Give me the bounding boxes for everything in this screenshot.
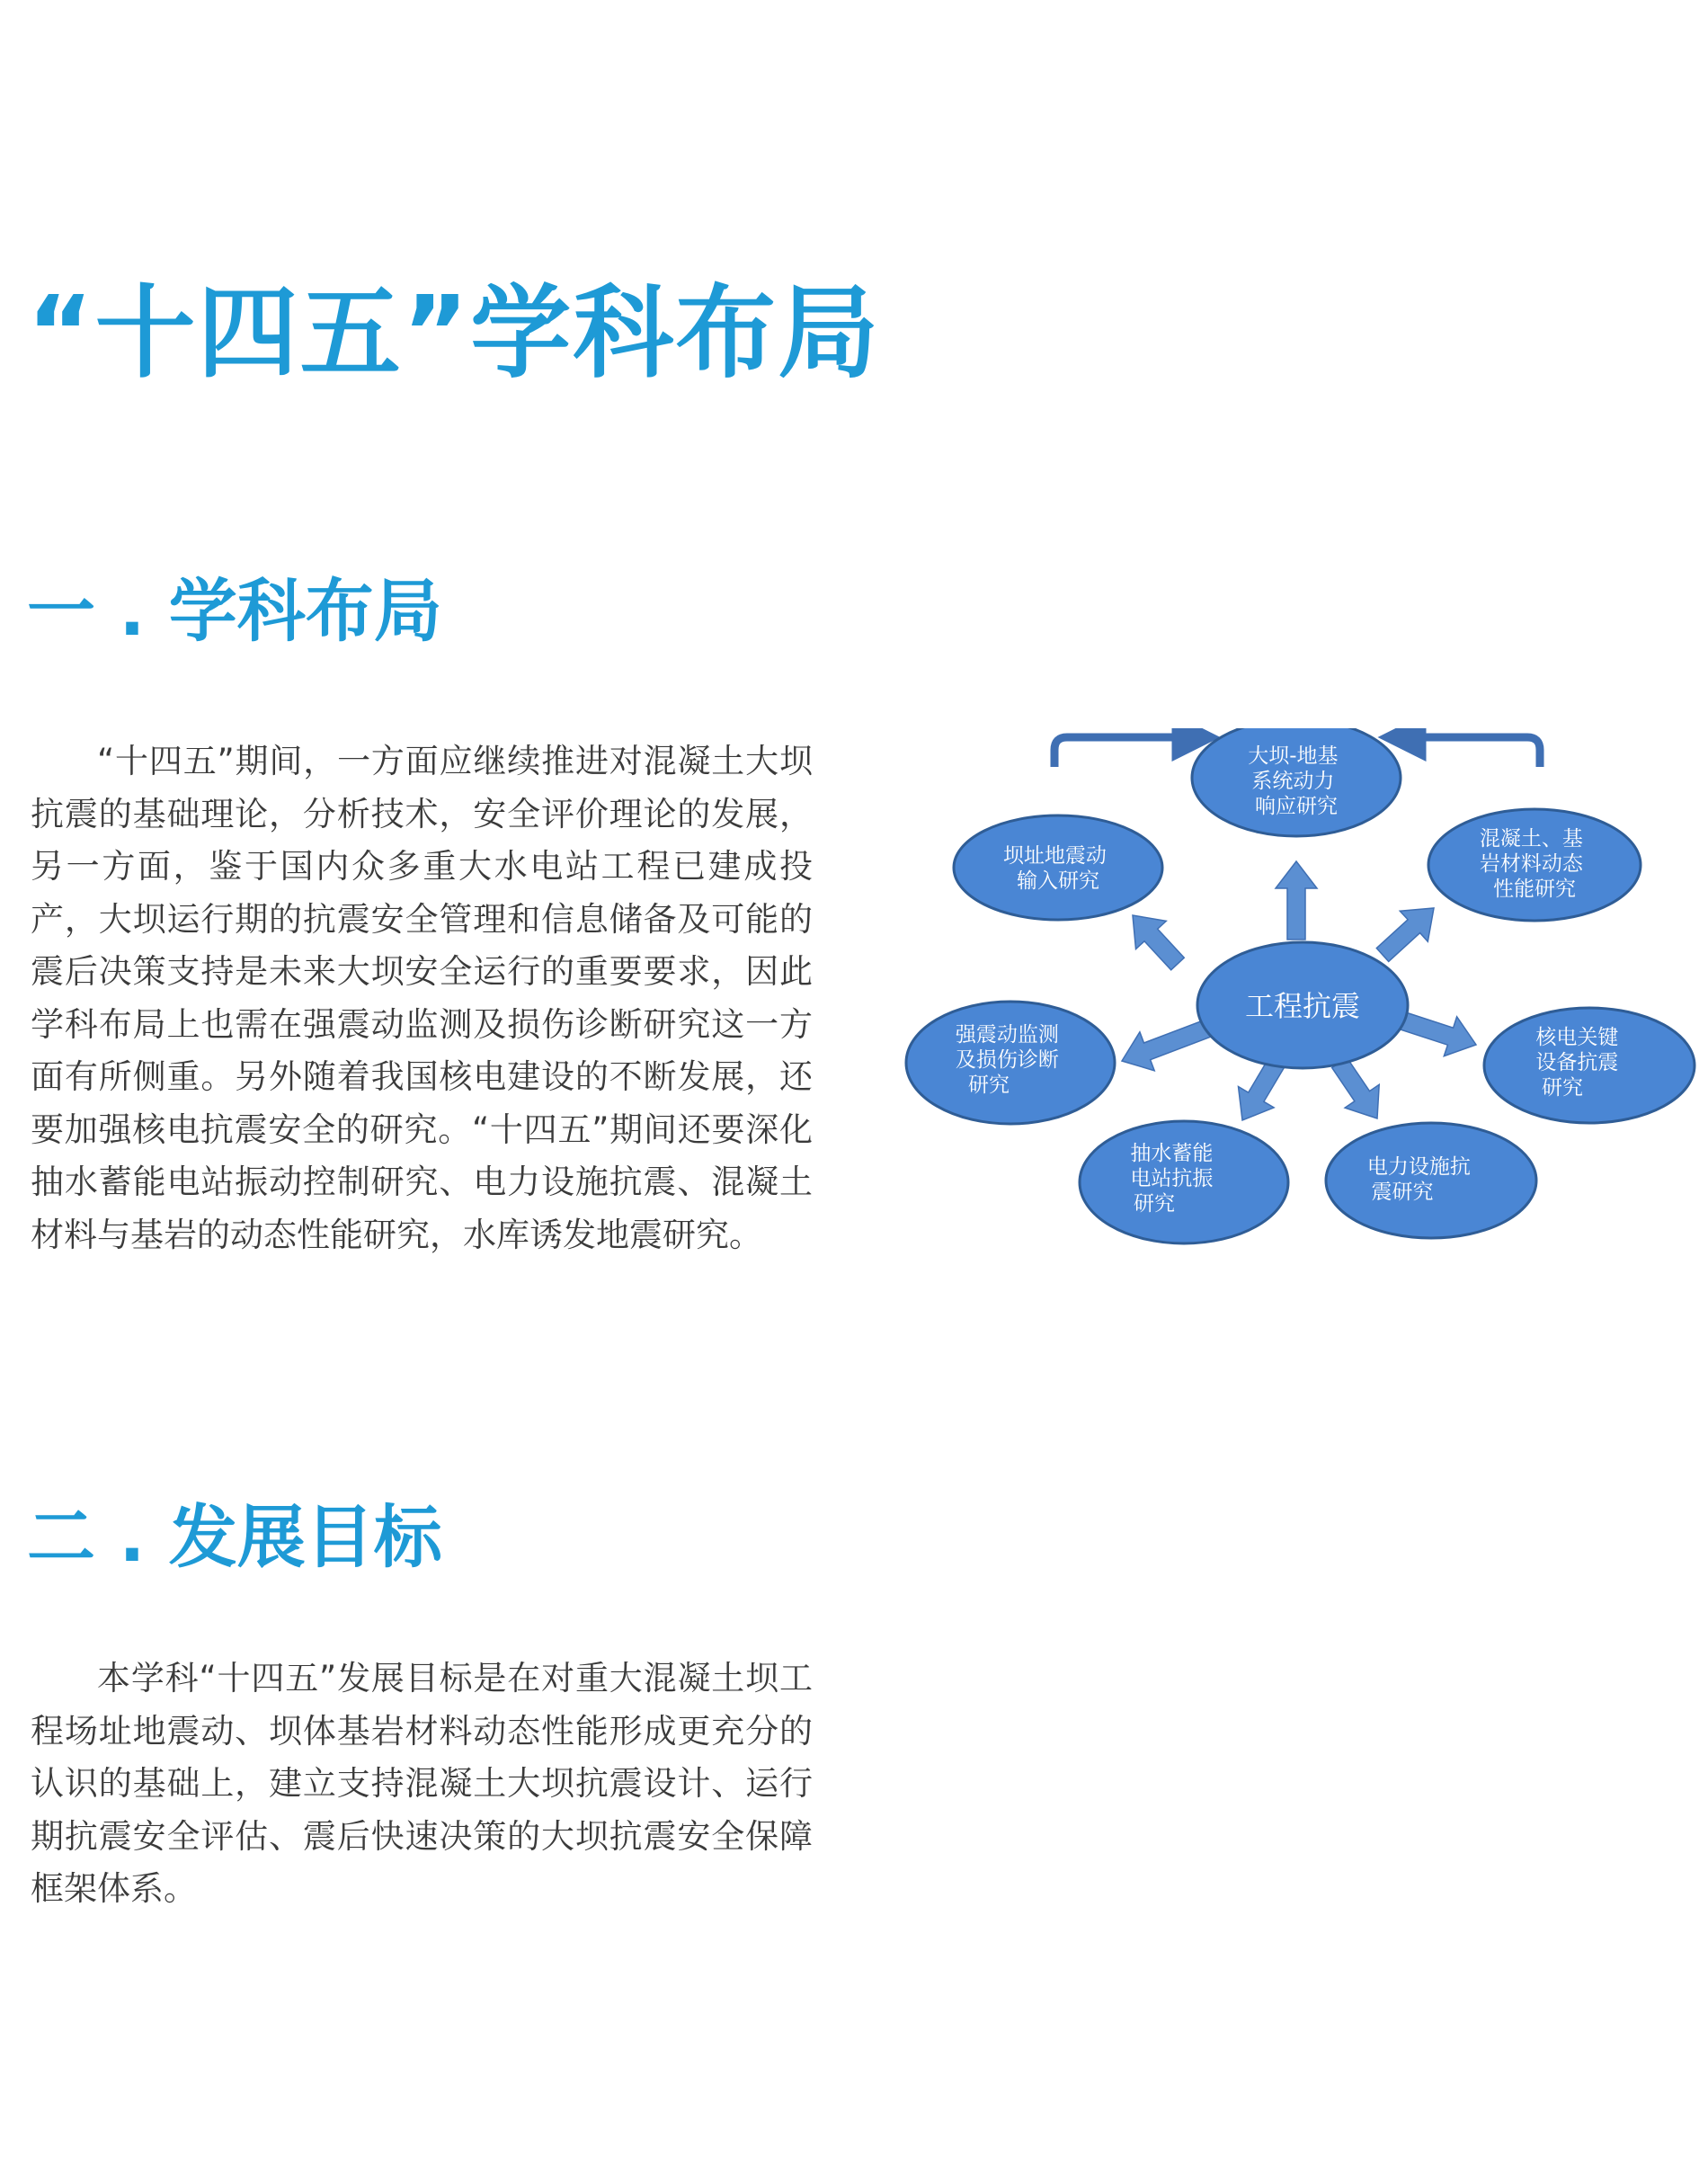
discipline-diagram xyxy=(890,728,1699,1268)
arrow-to-bottom-right xyxy=(1332,1057,1380,1118)
node-bottom-left xyxy=(1080,1121,1288,1243)
arrow-to-left xyxy=(1122,1019,1215,1071)
section-body-goals: 本学科“十四五”发展目标是在对重大混凝土坝工程场址地震动、坝体基岩材料动态性能形成更充分的认识的基础上，建立支持混凝土大坝抗震设计、运行期抗震安全评估、震后快速决策的大坝抗震安全保障框架体系。 xyxy=(31,1659,813,1908)
node-upper-right-line-2: 岩材料动态 xyxy=(1479,852,1583,876)
node-top xyxy=(1192,728,1401,836)
node-bottom-left-line-1: 抽水蓄能 xyxy=(1130,1142,1214,1165)
node-left-line-1: 强震动监测 xyxy=(955,1023,1059,1047)
node-bottom-left-line-3: 研究 xyxy=(1134,1192,1175,1216)
node-upper-right-line-1: 混凝土、基 xyxy=(1479,827,1583,851)
node-right-line-3: 研究 xyxy=(1542,1076,1583,1100)
curved-arrow-left xyxy=(1054,737,1200,767)
node-right-line-1: 核电关键 xyxy=(1535,1026,1619,1049)
node-upper-left-line-1: 坝址地震动 xyxy=(1002,844,1107,868)
diagram-canvas xyxy=(890,728,1699,1268)
node-bottom-right-line-1: 电力设施抗 xyxy=(1366,1155,1471,1179)
page-title: “十四五”学科布局 xyxy=(27,275,881,392)
node-left-line-3: 研究 xyxy=(968,1074,1010,1097)
svg-text:混凝土、基 岩材料动态 xyxy=(1480,827,1589,901)
node-upper-right-line-3: 性能研究 xyxy=(1493,878,1576,901)
curved-arrow-right xyxy=(1398,737,1540,767)
node-bottom-right xyxy=(1326,1123,1536,1238)
node-top-line-3: 响应研究 xyxy=(1255,795,1338,818)
node-center xyxy=(1197,942,1408,1068)
section-body-layout: “十四五”期间，一方面应继续推进对混凝土大坝抗震的基础理论，分析技术，安全评价理论的发展，另一方面，鉴于国内众多重大水电站工程已建成投产，大坝运行期的抗震安全管理和信息储备及可能的震后决策支持是未来大坝安全运行的重要要求，因此学科布局上也需在强震动监测及损伤诊断研究这一方面有所侧重。另外随着我国核电建设的不断发展，还要加强核电抗震安全的研究。“十四五”期间还要深化抽水蓄能电站振动控制研究、电力设施抗震、混凝土材料与基岩的动态性能研究，水库诱发地震研究。 xyxy=(31,742,813,1254)
node-top-line-2: 系统动力 xyxy=(1251,770,1335,793)
node-right-line-2: 设备抗震 xyxy=(1535,1051,1619,1074)
node-center-label: 工程抗震 xyxy=(1244,989,1361,1023)
arrow-to-upper-left xyxy=(1133,915,1184,970)
node-bottom-left-line-2: 电站抗振 xyxy=(1130,1167,1214,1190)
node-left xyxy=(906,1002,1115,1124)
node-upper-left xyxy=(954,815,1162,920)
arrow-to-upper-right xyxy=(1376,908,1434,961)
diagram-nodes xyxy=(906,728,1695,1243)
node-upper-left-line-2: 输入研究 xyxy=(1017,869,1099,893)
node-top-line-1: 大坝-地基 xyxy=(1248,744,1339,768)
node-upper-right xyxy=(1428,809,1641,921)
svg-text:大坝-地基 系统动力 xyxy=(1248,744,1345,818)
node-left-line-2: 及损伤诊断 xyxy=(955,1048,1059,1072)
node-bottom-right-line-2: 震研究 xyxy=(1371,1181,1434,1204)
arrow-to-top xyxy=(1276,861,1317,940)
section-heading-layout: 一 . 学科布局 xyxy=(27,571,442,651)
node-right xyxy=(1484,1008,1695,1123)
section-heading-goals: 二 . 发展目标 xyxy=(27,1497,442,1577)
